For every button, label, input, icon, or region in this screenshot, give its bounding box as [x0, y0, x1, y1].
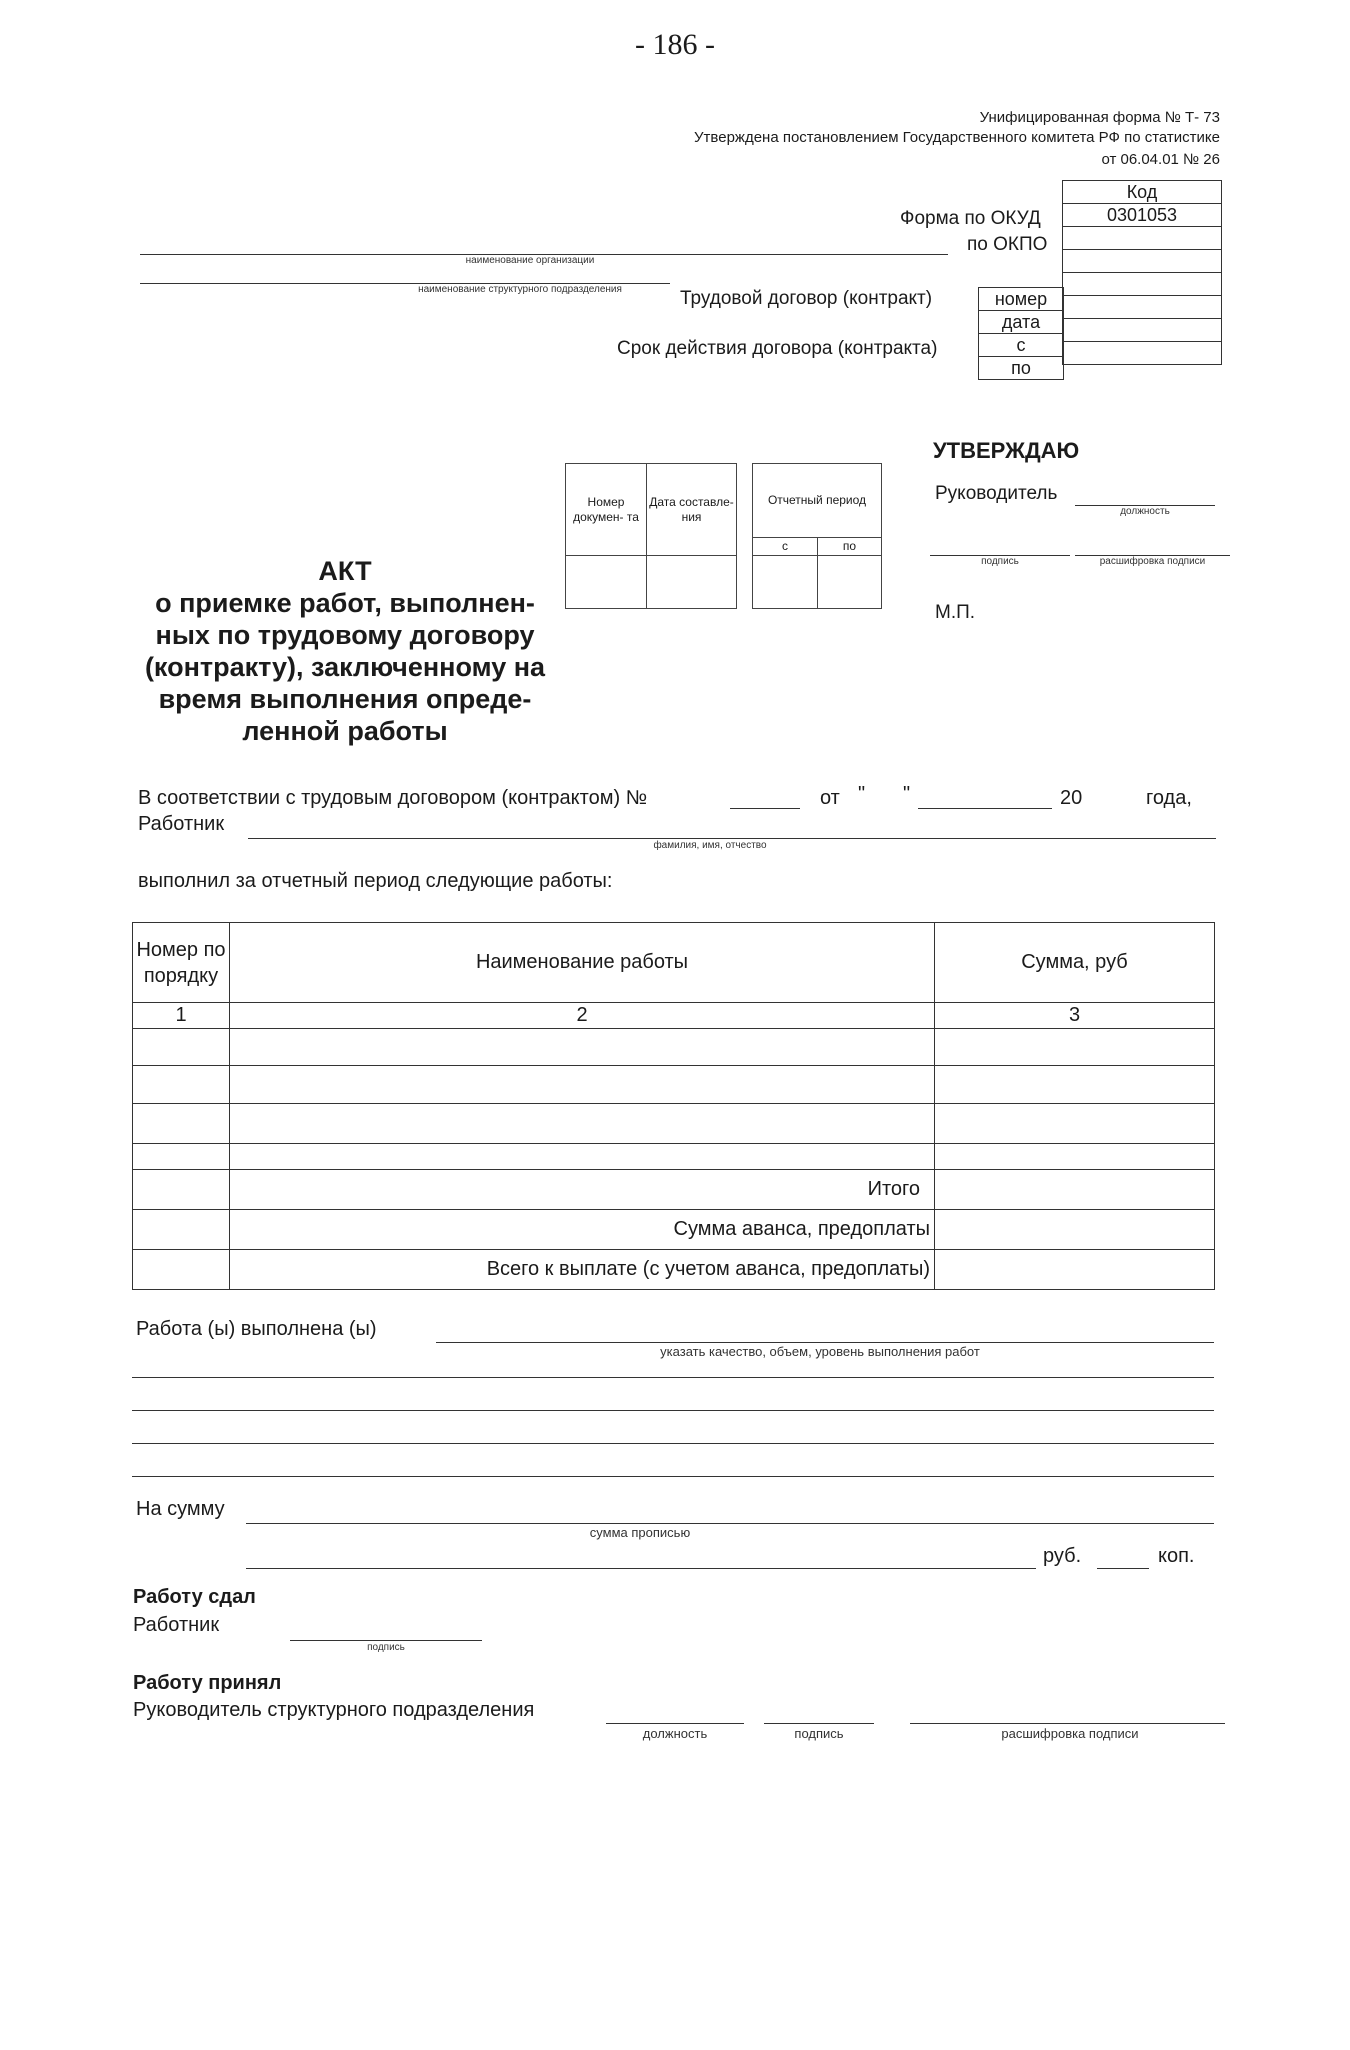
advance-value[interactable]	[935, 1210, 1215, 1250]
total-row-empty	[133, 1170, 230, 1210]
approve-title: УТВЕРЖДАЮ	[933, 438, 1080, 463]
advance-row-empty	[133, 1210, 230, 1250]
dept-decoding-caption: расшифровка подписи	[1001, 1726, 1139, 1741]
doc-date-header: Дата составле- ния	[647, 464, 737, 556]
contract-text: В соответствии с трудовым договором (контрактом) №	[138, 787, 648, 809]
handed-worker-label: Работник	[133, 1614, 220, 1636]
payable-label: Всего к выплате (с учетом аванса, предоплаты)	[230, 1250, 935, 1290]
fio-caption: фамилия, имя, отчество	[653, 840, 767, 851]
dept-head-label: Руководитель структурного подразделения	[133, 1699, 535, 1721]
doc-table	[565, 463, 737, 609]
quality-caption: указать качество, объем, уровень выполнения работ	[660, 1344, 980, 1359]
col-number-index: 1	[133, 1003, 230, 1029]
contract-date-value[interactable]	[1063, 296, 1222, 319]
table-row[interactable]	[230, 1066, 935, 1104]
doc-number-header: Номер докумен- та	[566, 464, 647, 556]
quote-open: "	[858, 783, 866, 805]
okud-label: Форма по ОКУД	[900, 208, 1041, 229]
period-from-header: с	[753, 538, 818, 556]
sum-words-field-2[interactable]	[246, 1568, 1036, 1569]
term-label: Срок действия договора (контракта)	[617, 338, 938, 359]
worker-fio-field[interactable]	[248, 838, 1216, 839]
table-row[interactable]	[133, 1104, 230, 1144]
payable-row-empty	[133, 1250, 230, 1290]
approve-decoding-caption: расшифровка подписи	[1099, 556, 1206, 567]
sum-caption: сумма прописью	[589, 1525, 691, 1540]
dept-head-decoding-field[interactable]	[910, 1723, 1225, 1724]
period-from-value[interactable]	[753, 556, 818, 609]
kop-label: коп.	[1158, 1545, 1195, 1567]
quality-line-3[interactable]	[132, 1443, 1214, 1444]
sum-label: На сумму	[136, 1498, 225, 1520]
approve-stamp: М.П.	[935, 602, 976, 623]
sum-words-field[interactable]	[246, 1523, 1214, 1524]
table-row[interactable]	[935, 1144, 1215, 1170]
form-name: Унифицированная форма № Т- 73	[979, 109, 1220, 126]
worker-label: Работник	[138, 813, 225, 835]
col-sum-header: Сумма, руб	[935, 923, 1215, 1003]
table-row[interactable]	[133, 1066, 230, 1104]
number-label: номер	[979, 288, 1064, 311]
approve-head: Руководитель	[935, 483, 1058, 504]
payable-value[interactable]	[935, 1250, 1215, 1290]
table-row[interactable]	[935, 1066, 1215, 1104]
act-title: АКТ	[318, 556, 372, 586]
table-row[interactable]	[133, 1029, 230, 1066]
advance-label: Сумма аванса, предоплаты	[230, 1210, 935, 1250]
okpo-value-cell[interactable]	[1063, 227, 1222, 250]
okpo-label: по ОКПО	[967, 234, 1048, 255]
kop-field[interactable]	[1097, 1568, 1149, 1569]
quality-line-4[interactable]	[132, 1476, 1214, 1477]
table-row[interactable]	[935, 1029, 1215, 1066]
contract-number-value[interactable]	[1063, 273, 1222, 296]
table-row[interactable]	[133, 1144, 230, 1170]
dept-caption: наименование структурного подразделения	[418, 284, 622, 295]
doc-date-value[interactable]	[647, 556, 737, 609]
act-title-line3: ных по трудовому договору	[155, 620, 535, 650]
accepted-label: Работу принял	[133, 1672, 282, 1694]
term-from-value[interactable]	[1063, 319, 1222, 342]
work-done-field[interactable]	[436, 1342, 1214, 1343]
approved-date: от 06.04.01 № 26	[1101, 151, 1220, 168]
approve-position-caption: должность	[1120, 506, 1170, 517]
act-title-line2: о приемке работ, выполнен-	[155, 588, 535, 618]
year-prefix: 20	[1060, 787, 1083, 809]
dept-head-position-field[interactable]	[606, 1723, 744, 1724]
handed-sign-caption: подпись	[367, 1642, 405, 1653]
from-word: от	[820, 787, 840, 809]
to-label: по	[979, 357, 1064, 380]
period-to-value[interactable]	[818, 556, 882, 609]
quality-line-2[interactable]	[132, 1410, 1214, 1411]
period-table	[752, 463, 882, 609]
contract-number-field[interactable]	[730, 808, 800, 809]
work-done-label: Работа (ы) выполнена (ы)	[136, 1318, 377, 1340]
rub-label: руб.	[1043, 1545, 1082, 1567]
code-row-empty[interactable]	[1063, 250, 1222, 273]
quality-line-1[interactable]	[132, 1377, 1214, 1378]
from-label: с	[979, 334, 1064, 357]
period-to-header: по	[818, 538, 882, 556]
date-label: дата	[979, 311, 1064, 334]
contract-date-field[interactable]	[918, 808, 1052, 809]
contract-labels-table	[978, 287, 1064, 380]
dept-position-caption: должность	[642, 1726, 708, 1741]
page-number: - 186 -	[635, 28, 715, 61]
period-header: Отчетный период	[753, 464, 882, 538]
table-row[interactable]	[230, 1104, 935, 1144]
act-title-line6: ленной работы	[242, 716, 448, 746]
approved-text: Утверждена постановлением Государственного комитета РФ по статистике	[694, 129, 1220, 146]
completed-text: выполнил за отчетный период следующие работы:	[138, 870, 613, 892]
table-row[interactable]	[230, 1144, 935, 1170]
org-caption: наименование организации	[465, 255, 595, 266]
works-table	[132, 922, 1215, 1290]
year-word: года,	[1146, 787, 1192, 809]
total-value[interactable]	[935, 1170, 1215, 1210]
handed-label: Работу сдал	[133, 1586, 256, 1608]
col-number-header: Номер по порядку	[133, 923, 230, 1003]
dept-sign-caption: подпись	[794, 1726, 844, 1741]
dept-head-signature-field[interactable]	[764, 1723, 874, 1724]
col-sum-index: 3	[935, 1003, 1215, 1029]
code-header: Код	[1063, 181, 1222, 204]
okud-value: 0301053	[1063, 204, 1222, 227]
act-title-line4: (контракту), заключенному на	[144, 652, 546, 682]
total-label: Итого	[230, 1170, 935, 1210]
col-name-index: 2	[230, 1003, 935, 1029]
table-row[interactable]	[935, 1104, 1215, 1144]
table-row[interactable]	[230, 1029, 935, 1066]
codes-table	[1062, 180, 1222, 365]
approve-signature-caption: подпись	[981, 556, 1019, 567]
handed-signature-field[interactable]	[290, 1640, 482, 1641]
quote-close: "	[903, 783, 911, 805]
act-title-line5: время выполнения опреде-	[158, 684, 532, 714]
contract-label: Трудовой договор (контракт)	[680, 288, 933, 309]
col-name-header: Наименование работы	[230, 923, 935, 1003]
term-to-value[interactable]	[1063, 342, 1222, 365]
doc-number-value[interactable]	[566, 556, 647, 609]
